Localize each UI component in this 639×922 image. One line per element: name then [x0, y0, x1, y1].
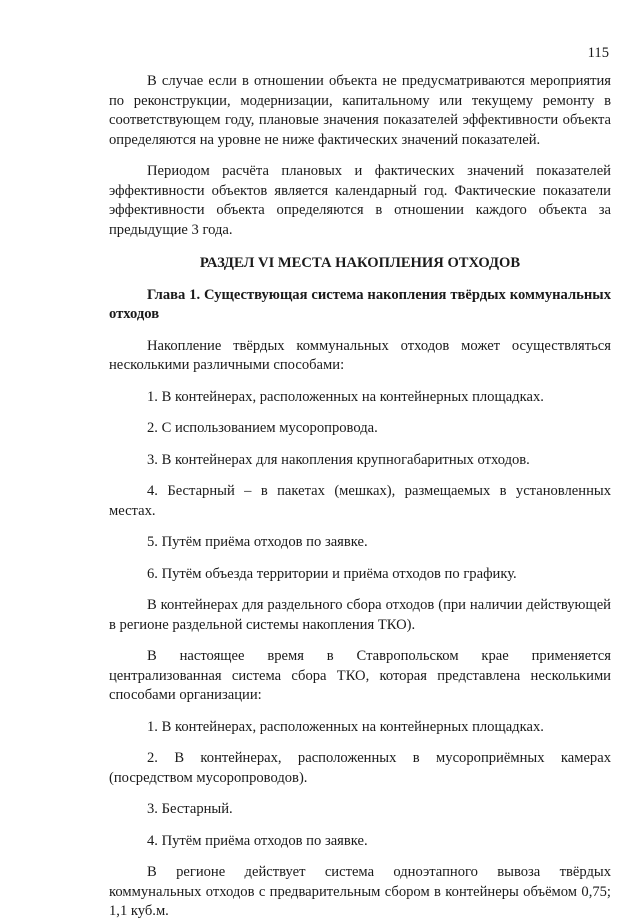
- paragraph-intro-1: В случае если в отношении объекта не предусматриваются мероприятия по реконструкции, модернизации, капитальному или текущему ремонту в соответствующем году, плановые значения показателей эффективности объекта определяются на уровне не ниже фактических значений показателей.: [109, 73, 611, 148]
- page-number: 115: [587, 45, 609, 61]
- method-item: 2. С использованием мусоропровода.: [147, 420, 378, 436]
- separate-collection-paragraph: В контейнерах для раздельного сбора отходов (при наличии действующей в регионе раздельной системы накопления ТКО).: [109, 597, 611, 633]
- closing-paragraph: В регионе действует система одноэтапного вывоза твёрдых коммунальных отходов с предварительным сбором в контейнеры объёмом 0,75; 1,1 куб.м.: [109, 864, 611, 919]
- method-item: 4. Бестарный – в пакетах (мешках), размещаемых в установленных местах.: [109, 483, 611, 519]
- method-item: 3. В контейнерах для накопления крупногабаритных отходов.: [147, 451, 530, 468]
- region-intro-paragraph: В настоящее время в Ставропольском крае применяется централизованная система сбора ТКО, которая представлена несколькими способами организации:: [109, 648, 611, 703]
- region-method-item: 4. Путём приёма отходов по заявке.: [147, 832, 368, 849]
- paragraph-intro-2: Периодом расчёта плановых и фактических значений показателей эффективности объектов является календарный год. Фактические показатели эффективности объекта определяются в отношении каждого объекта за предыдущие 3 года.: [109, 163, 611, 238]
- method-item: 1. В контейнерах, расположенных на контейнерных площадках.: [147, 388, 544, 405]
- region-method-item: 2. В контейнерах, расположенных в мусороприёмных камерах (посредством мусоропроводов).: [109, 750, 611, 786]
- chapter-title: Глава 1. Существующая система накопления твёрдых коммунальных отходов: [109, 286, 611, 322]
- region-method-item: 3. Бестарный.: [147, 801, 233, 817]
- section-title: РАЗДЕЛ VI МЕСТА НАКОПЛЕНИЯ ОТХОДОВ: [199, 255, 521, 271]
- region-method-item: 1. В контейнерах, расположенных на контейнерных площадках.: [147, 718, 544, 735]
- methods-intro: Накопление твёрдых коммунальных отходов может осуществляться несколькими различными способами:: [109, 337, 611, 373]
- method-item: 6. Путём объезда территории и приёма отходов по графику.: [147, 565, 517, 582]
- method-item: 5. Путём приёма отходов по заявке.: [147, 534, 368, 550]
